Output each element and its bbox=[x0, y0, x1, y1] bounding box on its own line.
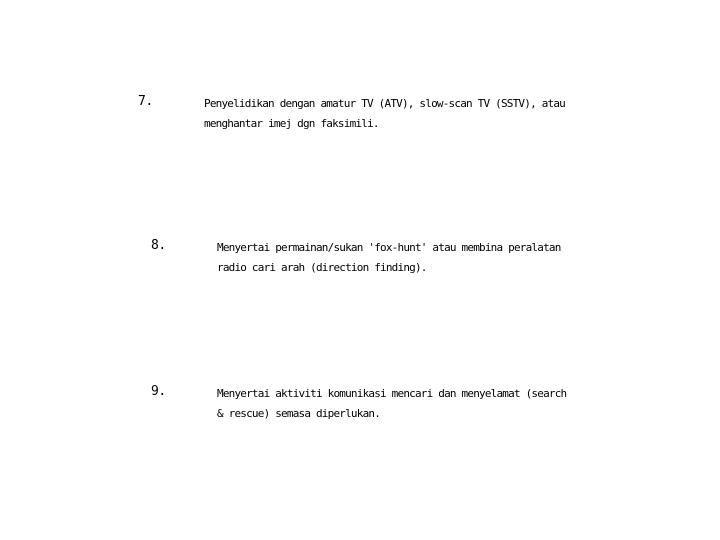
item-9-line-2: & rescue) semasa diperlukan. bbox=[217, 407, 381, 420]
item-7-line-2: menghantar imej dgn faksimili. bbox=[204, 117, 379, 130]
item-8-line-2: radio cari arah (direction finding). bbox=[217, 261, 427, 274]
item-7-line-1: Penyelidikan dengan amatur TV (ATV), slow-scan TV (SSTV), atau bbox=[204, 97, 565, 110]
item-text-9 bbox=[217, 384, 566, 424]
item-number-7: 7. bbox=[138, 94, 153, 109]
item-text-7 bbox=[204, 94, 565, 134]
item-number-9: 9. bbox=[151, 384, 166, 399]
item-text-8 bbox=[217, 238, 561, 278]
item-number-8: 8. bbox=[151, 238, 166, 253]
item-8-line-1: Menyertai permainan/sukan 'fox-hunt' atau membina peralatan bbox=[217, 241, 561, 254]
item-9-line-1: Menyertai aktiviti komunikasi mencari dan menyelamat (search bbox=[217, 387, 567, 400]
